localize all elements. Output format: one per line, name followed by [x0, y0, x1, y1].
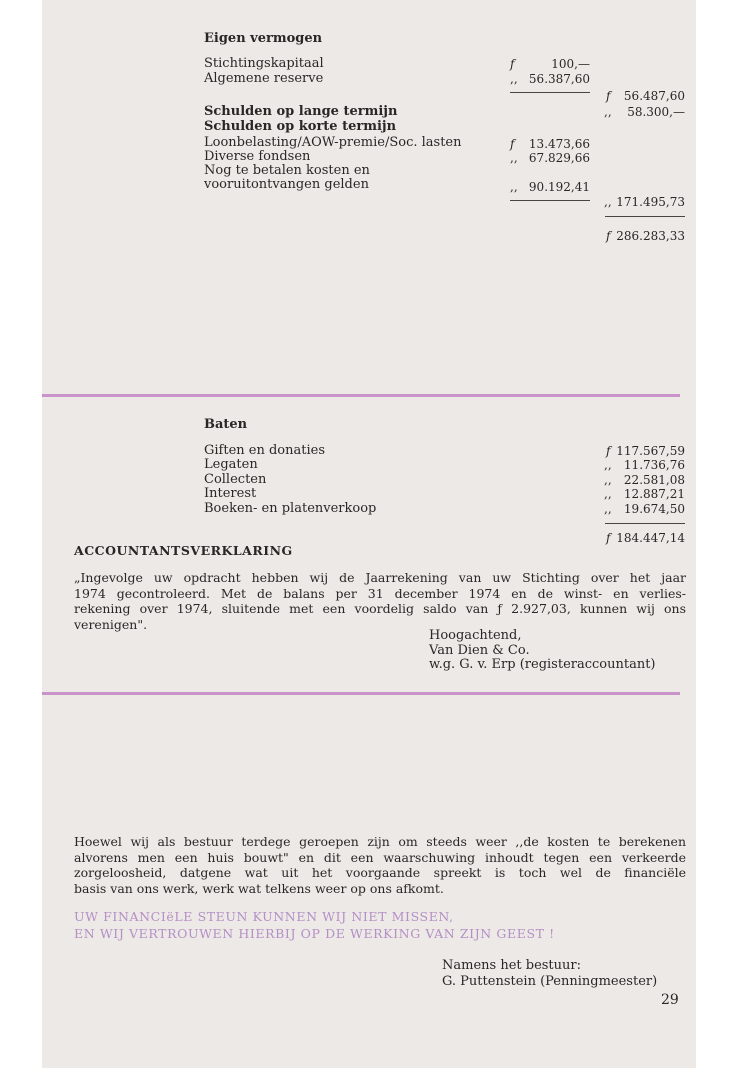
equity-heading: Eigen vermogen — [204, 31, 323, 46]
appeal-line: UW FINANCIëLE STEUN KUNNEN WIJ NIET MISSEN, — [74, 909, 454, 924]
row-amount: 117.567,59 — [616, 444, 685, 458]
row-label: Legaten — [204, 457, 258, 472]
statement-line: rekening over 1974, sluitende met een voordelig saldo van ƒ 2.927,03, kunnen wij ons — [74, 601, 686, 616]
currency-mark: ,, — [510, 151, 518, 165]
appeal-line: EN WIJ VERTROUWEN HIERBIJ OP DE WERKING VAN ZIJN GEEST ! — [74, 926, 555, 941]
currency-mark: ,, — [604, 502, 612, 516]
currency-mark: ,, — [604, 473, 612, 487]
row-amount: 11.736,76 — [623, 458, 685, 472]
currency-mark: f — [510, 137, 515, 151]
currency-mark: f — [606, 89, 611, 103]
accountant-heading: ACCOUNTANTSVERKLARING — [74, 543, 293, 558]
currency-mark: ,, — [604, 105, 612, 119]
row-label: Loonbelasting/AOW-premie/Soc. lasten — [204, 135, 462, 150]
baten-total: 184.447,14 — [616, 531, 685, 545]
row-label: Stichtingskapitaal — [204, 56, 324, 71]
row-amount: 22.581,08 — [623, 473, 685, 487]
short-term-total: 171.495,73 — [616, 195, 685, 209]
row-amount: 13.473,66 — [528, 137, 590, 151]
row-label: Diverse fondsen — [204, 149, 311, 164]
closing-line: zorgeloosheid, datgene wat uit het voorgaande spreekt is toch wel de financiële — [74, 865, 686, 880]
signature-line: Namens het bestuur: — [442, 958, 581, 973]
baten-heading: Baten — [204, 417, 248, 432]
equity-total: 56.487,60 — [623, 89, 685, 103]
closing-line: alvorens men een huis bouwt" en dit een waarschuwing inhoudt tegen een verkeerde — [74, 849, 686, 865]
row-amount: 67.829,66 — [528, 151, 590, 165]
total-rule — [605, 523, 685, 524]
row-label: Giften en donaties — [204, 443, 325, 458]
currency-mark: f — [606, 531, 611, 545]
document-page — [42, 0, 696, 1068]
accountant-statement — [74, 570, 686, 632]
statement-line: 1974 gecontroleerd. Met de balans per 31 december 1974 en de winst- en verlies- — [74, 585, 686, 601]
section-divider — [42, 394, 680, 397]
long-term-heading: Schulden op lange termijn — [204, 104, 398, 119]
row-label: Collecten — [204, 472, 267, 487]
currency-mark: ,, — [604, 195, 612, 209]
row-amount: 19.674,50 — [623, 502, 685, 516]
currency-mark: f — [606, 229, 611, 243]
currency-mark: ,, — [510, 72, 518, 86]
signature-line: w.g. G. v. Erp (registeraccountant) — [429, 657, 656, 672]
subtotal-rule — [510, 200, 590, 201]
row-label: Algemene reserve — [204, 71, 324, 86]
currency-mark: f — [510, 57, 515, 71]
row-amount: 12.887,21 — [623, 487, 685, 501]
long-term-amount: 58.300,— — [627, 105, 685, 119]
statement-line: verenigen". — [74, 616, 148, 632]
row-amount: 56.387,60 — [528, 72, 590, 86]
page-number: 29 — [661, 992, 679, 1008]
grand-total: 286.283,33 — [616, 229, 685, 243]
currency-mark: ,, — [510, 180, 518, 194]
row-label: Boeken- en platenverkoop — [204, 501, 377, 516]
closing-paragraph — [74, 834, 686, 896]
signature-line: Hoogachtend, — [429, 628, 522, 643]
currency-mark: f — [606, 444, 611, 458]
currency-mark: ,, — [604, 487, 612, 501]
currency-mark: ,, — [604, 458, 612, 472]
row-label: vooruitontvangen gelden — [204, 177, 369, 192]
row-label: Nog te betalen kosten en — [204, 163, 370, 178]
short-term-heading: Schulden op korte termijn — [204, 119, 397, 134]
total-rule — [605, 216, 685, 217]
closing-line: basis van ons werk, werk wat telkens weer op ons afkomt. — [74, 880, 444, 896]
row-label: Interest — [204, 486, 257, 501]
closing-line: Hoewel wij als bestuur terdege geroepen zijn om steeds weer ,,de kosten te berekenen — [74, 834, 686, 849]
row-amount: 100,— — [551, 57, 590, 71]
signature-line: G. Puttenstein (Penningmeester) — [442, 974, 658, 989]
subtotal-rule — [510, 92, 590, 93]
section-divider — [42, 692, 680, 695]
statement-line: „Ingevolge uw opdracht hebben wij de Jaarrekening van uw Stichting over het jaar — [74, 570, 686, 585]
row-amount: 90.192,41 — [528, 180, 590, 194]
signature-line: Van Dien & Co. — [429, 643, 530, 658]
